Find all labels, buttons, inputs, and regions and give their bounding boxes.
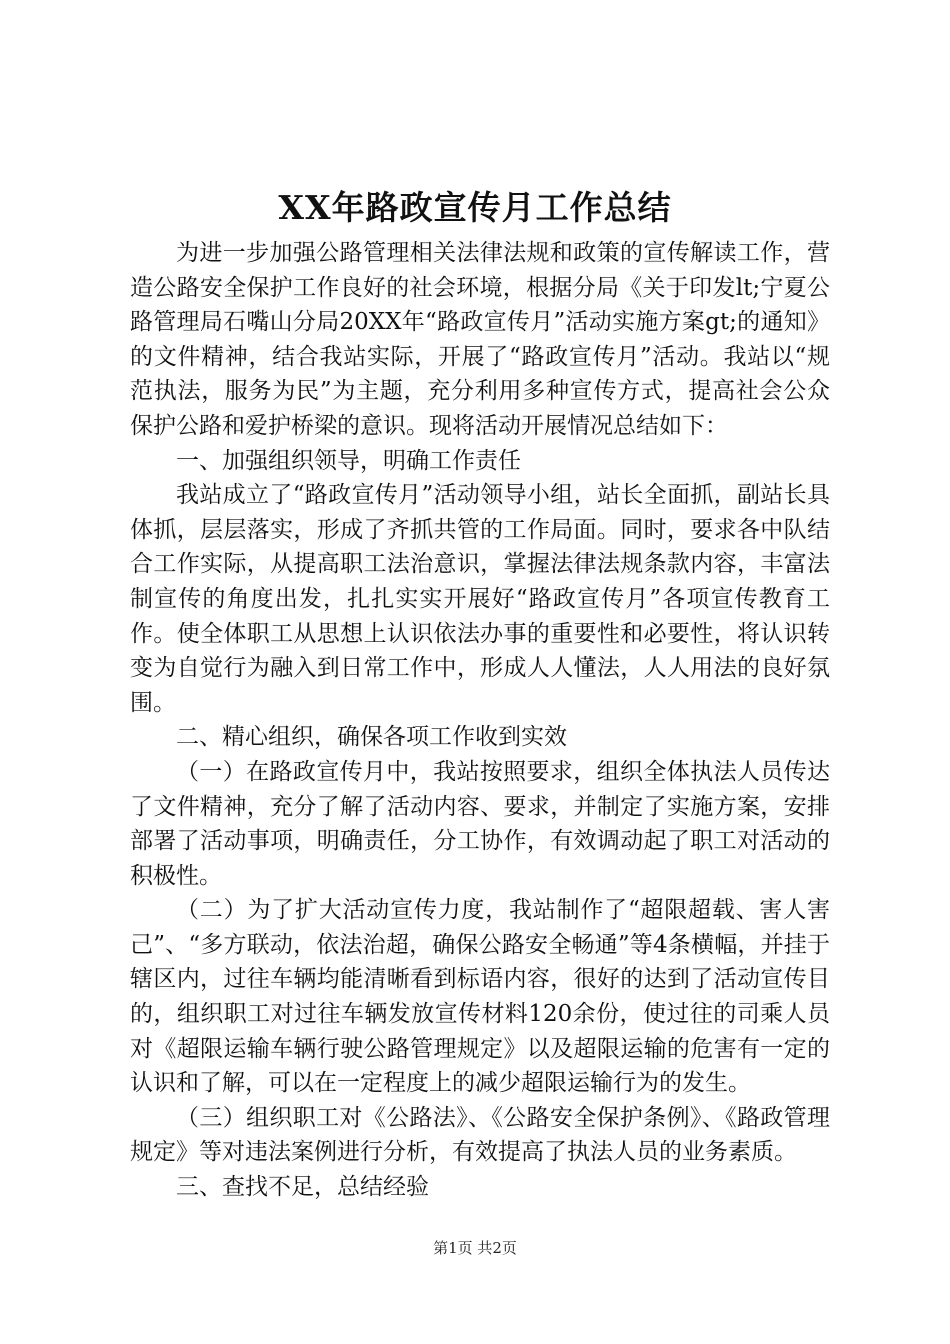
paragraph-item-2: （二）为了扩大活动宣传力度，我站制作了“超限超载、害人害己”、“多方联动，依法治超，确保公路安全畅通”等4条横幅，并挂于辖区内，过往车辆均能清晰看到标语内容，很好的达到了活动宣传目的，组织职工对过往车辆发放宣传材料120余份，使过往的司乘人员对《超限运输车辆行驶公路管理规定》以及超限运输的危害有一定的认识和了解，可以在一定程度上的减少超限运输行为的发生。	[130, 897, 830, 1097]
document-body	[130, 236, 830, 1205]
paragraph-item-1: （一）在路政宣传月中，我站按照要求，组织全体执法人员传达了文件精神，充分了解了活动内容、要求，并制定了实施方案，安排部署了活动事项，明确责任，分工协作，有效调动起了职工对活动的积极性。	[130, 758, 830, 889]
paragraph-intro: 为进一步加强公路管理相关法律法规和政策的宣传解读工作，营造公路安全保护工作良好的社会环境，根据分局《关于印发lt;宁夏公路管理局石嘴山分局20XX年“路政宣传月”活动实施方案gt;的通知》的文件精神，结合我站实际，开展了“路政宣传月”活动。我站以“规范执法，服务为民”为主题，充分利用多种宣传方式，提高社会公众保护公路和爱护桥梁的意识。现将活动开展情况总结如下：	[130, 240, 830, 439]
paragraph-item-3: （三）组织职工对《公路法》、《公路安全保护条例》、《路政管理规定》等对违法案例进行分析，有效提高了执法人员的业务素质。	[130, 1104, 830, 1166]
paragraph-section-1: 我站成立了“路政宣传月”活动领导小组，站长全面抓，副站长具体抓，层层落实，形成了齐抓共管的工作局面。同时，要求各中队结合工作实际，从提高职工法治意识，掌握法律法规条款内容，丰富法制宣传的角度出发，扎扎实实开展好“路政宣传月”各项宣传教育工作。使全体职工从思想上认识依法办事的重要性和必要性，将认识转变为自觉行为融入到日常工作中，形成人人懂法，人人用法的良好氛围。	[130, 482, 830, 716]
section-heading-1: 一、加强组织领导，明确工作责任	[176, 447, 521, 474]
section-heading-3: 三、查找不足，总结经验	[176, 1174, 429, 1201]
section-heading-2: 二、精心组织，确保各项工作收到实效	[176, 724, 567, 751]
page-number-footer: 第1页 共2页	[433, 1239, 517, 1257]
document-title: XX年路政宣传月工作总结	[278, 188, 672, 227]
